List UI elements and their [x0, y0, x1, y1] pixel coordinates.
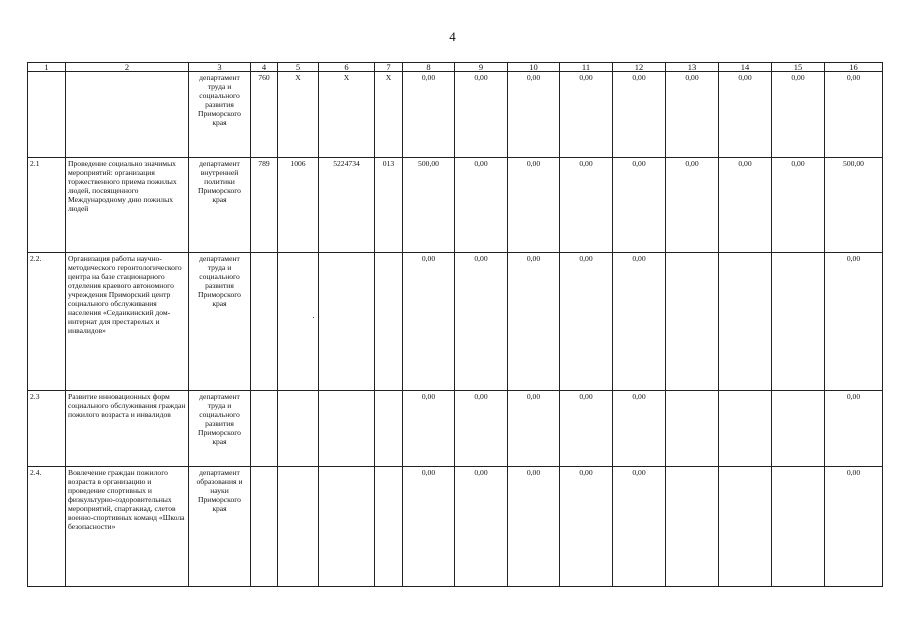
- row-number: 2.2.: [28, 253, 66, 390]
- cell-c10: 0,00: [508, 158, 560, 253]
- cell-c9: 0,00: [455, 72, 508, 158]
- cell-c8: 500,00: [403, 158, 455, 253]
- column-header: 3: [189, 63, 251, 72]
- column-header: 12: [613, 63, 666, 72]
- activity-name: [66, 72, 189, 158]
- cell-c5: X: [278, 72, 319, 158]
- cell-c13: [666, 466, 719, 586]
- column-header: 7: [375, 63, 403, 72]
- cell-c4: [251, 466, 278, 586]
- cell-c14: 0,00: [719, 158, 772, 253]
- cell-c13: 0,00: [666, 72, 719, 158]
- column-header: 6: [319, 63, 375, 72]
- cell-c15: [772, 390, 825, 466]
- cell-c14: 0,00: [719, 72, 772, 158]
- column-header: 2: [66, 63, 189, 72]
- column-number-row: [28, 63, 883, 72]
- column-header: 5: [278, 63, 319, 72]
- budget-table: [27, 62, 883, 587]
- cell-c14: [719, 253, 772, 390]
- cell-c6: [319, 390, 375, 466]
- cell-c9: 0,00: [455, 466, 508, 586]
- cell-c5: 1006: [278, 158, 319, 253]
- cell-c16: 500,00: [825, 158, 883, 253]
- cell-c15: 0,00: [772, 72, 825, 158]
- cell-c5: [278, 390, 319, 466]
- column-header: 14: [719, 63, 772, 72]
- table-row: [28, 72, 883, 158]
- cell-c6: [319, 253, 375, 390]
- table-row: [28, 158, 883, 253]
- cell-c9: 0,00: [455, 158, 508, 253]
- cell-c7: [375, 390, 403, 466]
- cell-c13: 0,00: [666, 158, 719, 253]
- column-header: 4: [251, 63, 278, 72]
- cell-c11: 0,00: [560, 466, 613, 586]
- responsible-org: департамент труда и социального развития Приморского края: [189, 253, 251, 390]
- cell-c16: 0,00: [825, 466, 883, 586]
- cell-c13: [666, 253, 719, 390]
- cell-c10: 0,00: [508, 253, 560, 390]
- cell-c13: [666, 390, 719, 466]
- cell-c12: 0,00: [613, 253, 666, 390]
- table-row: [28, 390, 883, 466]
- cell-c6: [319, 466, 375, 586]
- cell-c12: 0,00: [613, 158, 666, 253]
- cell-c5: [278, 253, 319, 390]
- activity-name: Проведение социально значимых мероприятий: организация торжественного приема пожилых людей, посвященного Международному дню пожилых людей: [66, 158, 189, 253]
- column-header: 9: [455, 63, 508, 72]
- cell-c14: [719, 466, 772, 586]
- row-number: 2.1: [28, 158, 66, 253]
- table-row: [28, 253, 883, 390]
- cell-c8: 0,00: [403, 390, 455, 466]
- cell-c6: 5224734: [319, 158, 375, 253]
- activity-name: Организация работы научно-методического геронтологического центра на базе стационарного отделения краевого автономного учреждения Приморский центр социального обслуживания населения «Седанкинский дом-интернат для престарелых и инвалидов»: [66, 253, 189, 390]
- column-header: 8: [403, 63, 455, 72]
- responsible-org: департамент образования и науки Приморского края: [189, 466, 251, 586]
- column-header: 15: [772, 63, 825, 72]
- cell-c16: 0,00: [825, 72, 883, 158]
- responsible-org: департамент труда и социального развития Приморского края: [189, 72, 251, 158]
- cell-c15: 0,00: [772, 158, 825, 253]
- cell-c14: [719, 390, 772, 466]
- table-row: [28, 466, 883, 586]
- cell-c8: 0,00: [403, 466, 455, 586]
- cell-c9: 0,00: [455, 390, 508, 466]
- column-header: 10: [508, 63, 560, 72]
- page-number: 4: [449, 29, 456, 44]
- row-number: 2.3: [28, 390, 66, 466]
- cell-c4: 760: [251, 72, 278, 158]
- cell-c5: [278, 466, 319, 586]
- row-number: [28, 72, 66, 158]
- cell-c8: 0,00: [403, 253, 455, 390]
- column-header: 13: [666, 63, 719, 72]
- responsible-org: департамент внутренней политики Приморского края: [189, 158, 251, 253]
- cell-c12: 0,00: [613, 466, 666, 586]
- cell-c10: 0,00: [508, 466, 560, 586]
- cell-c15: [772, 466, 825, 586]
- cell-c4: 789: [251, 158, 278, 253]
- scan-speck: [313, 317, 314, 318]
- cell-c7: [375, 466, 403, 586]
- cell-c9: 0,00: [455, 253, 508, 390]
- cell-c4: [251, 253, 278, 390]
- cell-c8: 0,00: [403, 72, 455, 158]
- cell-c6: X: [319, 72, 375, 158]
- cell-c11: 0,00: [560, 390, 613, 466]
- cell-c7: X: [375, 72, 403, 158]
- cell-c15: [772, 253, 825, 390]
- cell-c10: 0,00: [508, 72, 560, 158]
- cell-c7: 013: [375, 158, 403, 253]
- activity-name: Вовлечение граждан пожилого возраста в организацию и проведение спортивных и физкультурно-оздоровительных мероприятий, спартакиад, слетов военно-спортивных команд «Школа безопасности»: [66, 466, 189, 586]
- cell-c16: 0,00: [825, 253, 883, 390]
- column-header: 16: [825, 63, 883, 72]
- cell-c16: 0,00: [825, 390, 883, 466]
- row-number: 2.4.: [28, 466, 66, 586]
- cell-c10: 0,00: [508, 390, 560, 466]
- column-header: 11: [560, 63, 613, 72]
- column-header: 1: [28, 63, 66, 72]
- cell-c11: 0,00: [560, 158, 613, 253]
- cell-c12: 0,00: [613, 390, 666, 466]
- cell-c12: 0,00: [613, 72, 666, 158]
- cell-c7: [375, 253, 403, 390]
- cell-c11: 0,00: [560, 253, 613, 390]
- activity-name: Развитие инновационных форм социального обслуживания граждан пожилого возраста и инвалидов: [66, 390, 189, 466]
- cell-c4: [251, 390, 278, 466]
- responsible-org: департамент труда и социального развития Приморского края: [189, 390, 251, 466]
- cell-c11: 0,00: [560, 72, 613, 158]
